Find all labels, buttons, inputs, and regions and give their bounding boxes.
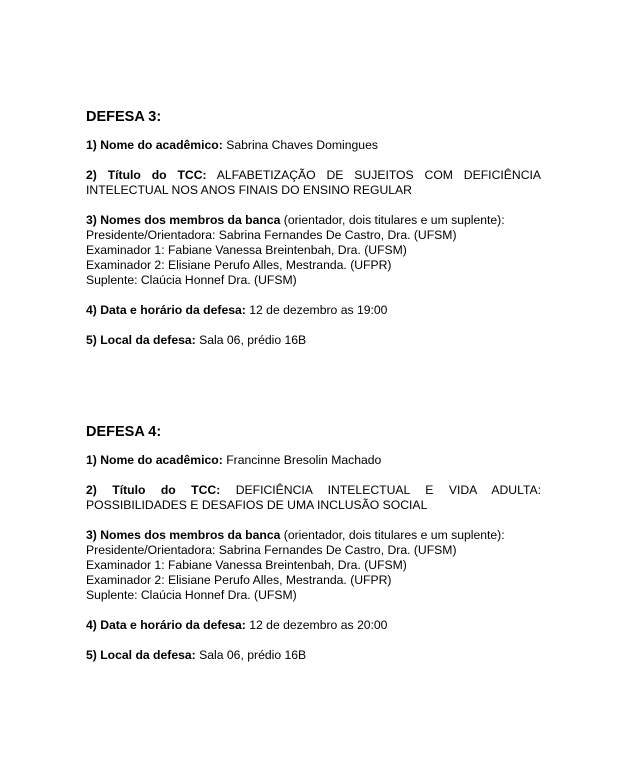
banca-member: Examinador 1: Fabiane Vanessa Breintenbah, Dra. (UFSM) [86, 558, 407, 572]
titulo-line-1 [86, 483, 541, 498]
titulo-label: 2) Título do TCC: [86, 168, 207, 182]
nome-label: 1) Nome do acadêmico: [86, 453, 223, 467]
titulo-value-part2: POSSIBILIDADES E DESAFIOS DE UMA INCLUSÃO SOCIAL [86, 498, 428, 512]
banca-member: Suplente: Claúcia Honnef Dra. (UFSM) [86, 588, 297, 602]
data-horario [86, 303, 541, 318]
nome-label: 1) Nome do acadêmico: [86, 138, 223, 152]
titulo-value-part1: ALFABETIZAÇÃO DE SUJEITOS COM DEFICIÊNCIA [216, 168, 542, 182]
defesa-3-section [86, 108, 541, 348]
banca-member: Examinador 1: Fabiane Vanessa Breintenbah, Dra. (UFSM) [86, 243, 407, 257]
banca-header [86, 213, 541, 228]
titulo-line-1 [86, 168, 541, 183]
local-value: Sala 06, prédio 16B [199, 333, 307, 347]
banca-label: 3) Nomes dos membros da banca [86, 213, 281, 227]
nome-academico [86, 138, 541, 153]
data-label: 4) Data e horário da defesa: [86, 618, 246, 632]
banca [86, 213, 541, 288]
titulo-label: 2) Título do TCC: [86, 483, 221, 497]
banca-note: (orientador, dois titulares e um suplente): [283, 213, 505, 227]
data-value: 12 de dezembro as 20:00 [249, 618, 388, 632]
banca-member: Presidente/Orientadora: Sabrina Fernandes De Castro, Dra. (UFSM) [86, 543, 457, 557]
nome-academico [86, 453, 541, 468]
local-value: Sala 06, prédio 16B [199, 648, 307, 662]
titulo-tcc [86, 168, 541, 198]
banca-note: (orientador, dois titulares e um suplente): [283, 528, 505, 542]
data-horario [86, 618, 541, 633]
banca-member: Suplente: Claúcia Honnef Dra. (UFSM) [86, 273, 297, 287]
banca-member: Presidente/Orientadora: Sabrina Fernandes De Castro, Dra. (UFSM) [86, 228, 457, 242]
defesa-heading: DEFESA 3: [86, 109, 162, 125]
local-label: 5) Local da defesa: [86, 648, 196, 662]
nome-value: Sabrina Chaves Domingues [226, 138, 378, 152]
defesa-heading: DEFESA 4: [86, 424, 162, 440]
banca-member: Examinador 2: Elisiane Perufo Alles, Mestranda. (UFPR) [86, 573, 392, 587]
banca-header [86, 528, 541, 543]
data-value: 12 de dezembro as 19:00 [249, 303, 388, 317]
defesa-4-section [86, 423, 541, 663]
banca-label: 3) Nomes dos membros da banca [86, 528, 281, 542]
titulo-value-part2: INTELECTUAL NOS ANOS FINAIS DO ENSINO REGULAR [86, 183, 412, 197]
titulo-tcc [86, 483, 541, 513]
banca [86, 528, 541, 603]
data-label: 4) Data e horário da defesa: [86, 303, 246, 317]
local-defesa [86, 648, 541, 663]
nome-value: Francinne Bresolin Machado [226, 453, 382, 467]
local-defesa [86, 333, 541, 348]
titulo-value-part1: DEFICIÊNCIA INTELECTUAL E VIDA ADULTA: [235, 483, 542, 497]
local-label: 5) Local da defesa: [86, 333, 196, 347]
banca-member: Examinador 2: Elisiane Perufo Alles, Mestranda. (UFPR) [86, 258, 392, 272]
